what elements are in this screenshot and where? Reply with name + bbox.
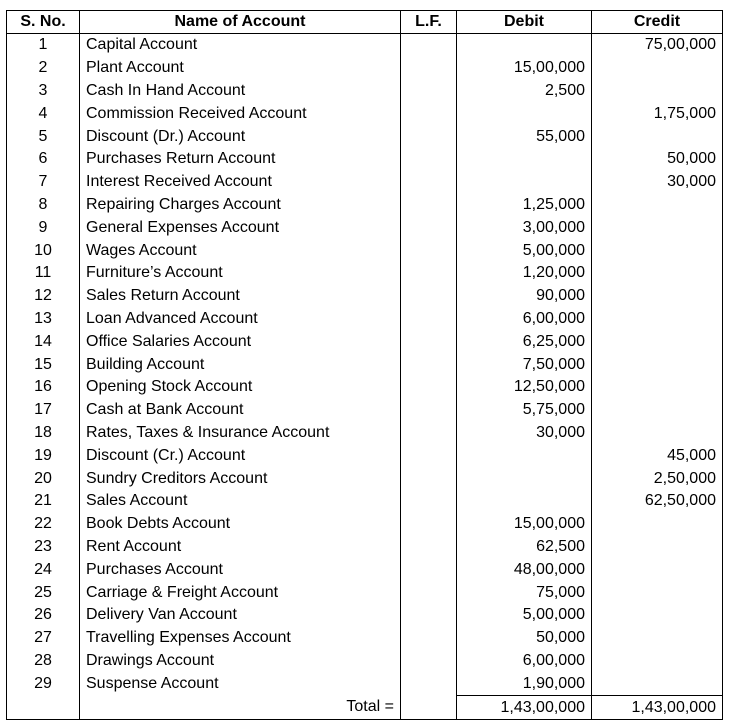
debit-cell <box>457 467 592 490</box>
lf-cell <box>401 444 457 467</box>
credit-cell <box>592 581 723 604</box>
debit-cell: 15,00,000 <box>457 57 592 80</box>
header-credit: Credit <box>592 11 723 34</box>
account-name-cell: Capital Account <box>80 34 401 57</box>
account-name-cell: Discount (Cr.) Account <box>80 444 401 467</box>
lf-cell <box>401 148 457 171</box>
sno-cell: 29 <box>7 672 80 695</box>
credit-cell <box>592 376 723 399</box>
credit-cell: 50,000 <box>592 148 723 171</box>
lf-cell <box>401 194 457 217</box>
credit-cell <box>592 57 723 80</box>
lf-cell <box>401 102 457 125</box>
debit-cell: 12,50,000 <box>457 376 592 399</box>
credit-cell <box>592 285 723 308</box>
sno-cell: 13 <box>7 308 80 331</box>
sno-cell: 19 <box>7 444 80 467</box>
table-row <box>7 171 723 194</box>
lf-cell <box>401 581 457 604</box>
debit-cell: 3,00,000 <box>457 216 592 239</box>
table-row <box>7 125 723 148</box>
lf-cell <box>401 285 457 308</box>
sno-cell: 3 <box>7 80 80 103</box>
lf-cell <box>401 467 457 490</box>
credit-cell <box>592 194 723 217</box>
sno-cell: 24 <box>7 558 80 581</box>
table-row <box>7 604 723 627</box>
sno-cell: 17 <box>7 399 80 422</box>
credit-cell <box>592 330 723 353</box>
table-row <box>7 467 723 490</box>
lf-cell <box>401 330 457 353</box>
lf-cell <box>401 57 457 80</box>
table-row <box>7 513 723 536</box>
sno-cell: 22 <box>7 513 80 536</box>
table-row <box>7 102 723 125</box>
table-row <box>7 536 723 559</box>
debit-cell <box>457 171 592 194</box>
sno-cell: 4 <box>7 102 80 125</box>
debit-cell: 1,25,000 <box>457 194 592 217</box>
debit-cell: 48,00,000 <box>457 558 592 581</box>
lf-cell <box>401 672 457 695</box>
lf-cell <box>401 262 457 285</box>
debit-cell: 55,000 <box>457 125 592 148</box>
debit-cell: 30,000 <box>457 422 592 445</box>
debit-cell: 5,00,000 <box>457 239 592 262</box>
sno-cell: 10 <box>7 239 80 262</box>
debit-cell: 6,00,000 <box>457 308 592 331</box>
credit-cell <box>592 558 723 581</box>
total-label: Total = <box>80 696 401 720</box>
sno-cell: 8 <box>7 194 80 217</box>
debit-cell <box>457 148 592 171</box>
credit-cell <box>592 672 723 695</box>
debit-cell: 5,00,000 <box>457 604 592 627</box>
sno-cell: 5 <box>7 125 80 148</box>
debit-cell <box>457 102 592 125</box>
table-row <box>7 444 723 467</box>
credit-cell: 62,50,000 <box>592 490 723 513</box>
credit-cell <box>592 604 723 627</box>
table-row <box>7 490 723 513</box>
credit-cell: 2,50,000 <box>592 467 723 490</box>
account-name-cell: Office Salaries Account <box>80 330 401 353</box>
account-name-cell: Carriage & Freight Account <box>80 581 401 604</box>
account-name-cell: Cash at Bank Account <box>80 399 401 422</box>
account-name-cell: Rent Account <box>80 536 401 559</box>
credit-cell <box>592 239 723 262</box>
lf-cell <box>401 353 457 376</box>
debit-cell: 62,500 <box>457 536 592 559</box>
debit-cell: 5,75,000 <box>457 399 592 422</box>
account-name-cell: Purchases Return Account <box>80 148 401 171</box>
debit-cell: 50,000 <box>457 627 592 650</box>
table-row <box>7 262 723 285</box>
lf-cell <box>401 171 457 194</box>
account-name-cell: Building Account <box>80 353 401 376</box>
total-credit: 1,43,00,000 <box>592 696 723 720</box>
total-row <box>7 696 723 720</box>
total-debit: 1,43,00,000 <box>457 696 592 720</box>
table-body <box>7 34 723 696</box>
debit-cell <box>457 444 592 467</box>
lf-cell <box>401 650 457 673</box>
table-row <box>7 376 723 399</box>
sno-cell: 7 <box>7 171 80 194</box>
credit-cell <box>592 80 723 103</box>
sno-cell: 20 <box>7 467 80 490</box>
credit-cell: 75,00,000 <box>592 34 723 57</box>
sno-cell: 26 <box>7 604 80 627</box>
sno-cell: 18 <box>7 422 80 445</box>
table-row <box>7 285 723 308</box>
lf-cell <box>401 513 457 536</box>
header-row <box>7 11 723 34</box>
account-name-cell: Repairing Charges Account <box>80 194 401 217</box>
account-name-cell: Sundry Creditors Account <box>80 467 401 490</box>
table-row <box>7 627 723 650</box>
debit-cell: 90,000 <box>457 285 592 308</box>
sno-cell: 9 <box>7 216 80 239</box>
header-lf: L.F. <box>401 11 457 34</box>
lf-cell <box>401 216 457 239</box>
account-name-cell: Furniture’s Account <box>80 262 401 285</box>
credit-cell <box>592 216 723 239</box>
debit-cell: 2,500 <box>457 80 592 103</box>
account-name-cell: Book Debts Account <box>80 513 401 536</box>
credit-cell <box>592 308 723 331</box>
table-row <box>7 422 723 445</box>
debit-cell: 6,25,000 <box>457 330 592 353</box>
credit-cell <box>592 125 723 148</box>
lf-cell <box>401 627 457 650</box>
sno-cell: 2 <box>7 57 80 80</box>
credit-cell <box>592 262 723 285</box>
table-row <box>7 399 723 422</box>
debit-cell: 1,90,000 <box>457 672 592 695</box>
total-lf-cell <box>401 696 457 720</box>
table-row <box>7 239 723 262</box>
header-name: Name of Account <box>80 11 401 34</box>
lf-cell <box>401 125 457 148</box>
table-row <box>7 194 723 217</box>
debit-cell: 1,20,000 <box>457 262 592 285</box>
sno-cell: 16 <box>7 376 80 399</box>
debit-cell: 15,00,000 <box>457 513 592 536</box>
account-name-cell: Sales Return Account <box>80 285 401 308</box>
credit-cell <box>592 627 723 650</box>
table-row <box>7 80 723 103</box>
lf-cell <box>401 34 457 57</box>
account-name-cell: Plant Account <box>80 57 401 80</box>
sno-cell: 6 <box>7 148 80 171</box>
table-row <box>7 672 723 695</box>
debit-cell <box>457 490 592 513</box>
credit-cell: 45,000 <box>592 444 723 467</box>
lf-cell <box>401 604 457 627</box>
lf-cell <box>401 399 457 422</box>
account-name-cell: Commission Received Account <box>80 102 401 125</box>
header-debit: Debit <box>457 11 592 34</box>
credit-cell <box>592 422 723 445</box>
table-row <box>7 581 723 604</box>
account-name-cell: Delivery Van Account <box>80 604 401 627</box>
table-row <box>7 308 723 331</box>
account-name-cell: General Expenses Account <box>80 216 401 239</box>
sno-cell: 27 <box>7 627 80 650</box>
table-row <box>7 57 723 80</box>
lf-cell <box>401 422 457 445</box>
sno-cell: 1 <box>7 34 80 57</box>
credit-cell <box>592 650 723 673</box>
sno-cell: 25 <box>7 581 80 604</box>
credit-cell: 30,000 <box>592 171 723 194</box>
table-row <box>7 148 723 171</box>
account-name-cell: Interest Received Account <box>80 171 401 194</box>
account-name-cell: Purchases Account <box>80 558 401 581</box>
sno-cell: 28 <box>7 650 80 673</box>
sno-cell: 11 <box>7 262 80 285</box>
lf-cell <box>401 239 457 262</box>
lf-cell <box>401 80 457 103</box>
debit-cell <box>457 34 592 57</box>
account-name-cell: Opening Stock Account <box>80 376 401 399</box>
sno-cell: 15 <box>7 353 80 376</box>
sno-cell: 23 <box>7 536 80 559</box>
account-name-cell: Suspense Account <box>80 672 401 695</box>
account-name-cell: Discount (Dr.) Account <box>80 125 401 148</box>
lf-cell <box>401 376 457 399</box>
total-sno-cell <box>7 696 80 720</box>
lf-cell <box>401 558 457 581</box>
trial-balance-table <box>6 10 723 720</box>
account-name-cell: Cash In Hand Account <box>80 80 401 103</box>
debit-cell: 6,00,000 <box>457 650 592 673</box>
account-name-cell: Drawings Account <box>80 650 401 673</box>
table-row <box>7 330 723 353</box>
table-row <box>7 558 723 581</box>
account-name-cell: Sales Account <box>80 490 401 513</box>
lf-cell <box>401 536 457 559</box>
lf-cell <box>401 490 457 513</box>
credit-cell <box>592 513 723 536</box>
credit-cell: 1,75,000 <box>592 102 723 125</box>
table-row <box>7 353 723 376</box>
sno-cell: 21 <box>7 490 80 513</box>
sno-cell: 12 <box>7 285 80 308</box>
header-sno: S. No. <box>7 11 80 34</box>
credit-cell <box>592 399 723 422</box>
lf-cell <box>401 308 457 331</box>
account-name-cell: Loan Advanced Account <box>80 308 401 331</box>
debit-cell: 7,50,000 <box>457 353 592 376</box>
credit-cell <box>592 353 723 376</box>
account-name-cell: Wages Account <box>80 239 401 262</box>
table-row <box>7 34 723 57</box>
debit-cell: 75,000 <box>457 581 592 604</box>
account-name-cell: Travelling Expenses Account <box>80 627 401 650</box>
table-row <box>7 216 723 239</box>
account-name-cell: Rates, Taxes & Insurance Account <box>80 422 401 445</box>
table-row <box>7 650 723 673</box>
sno-cell: 14 <box>7 330 80 353</box>
credit-cell <box>592 536 723 559</box>
